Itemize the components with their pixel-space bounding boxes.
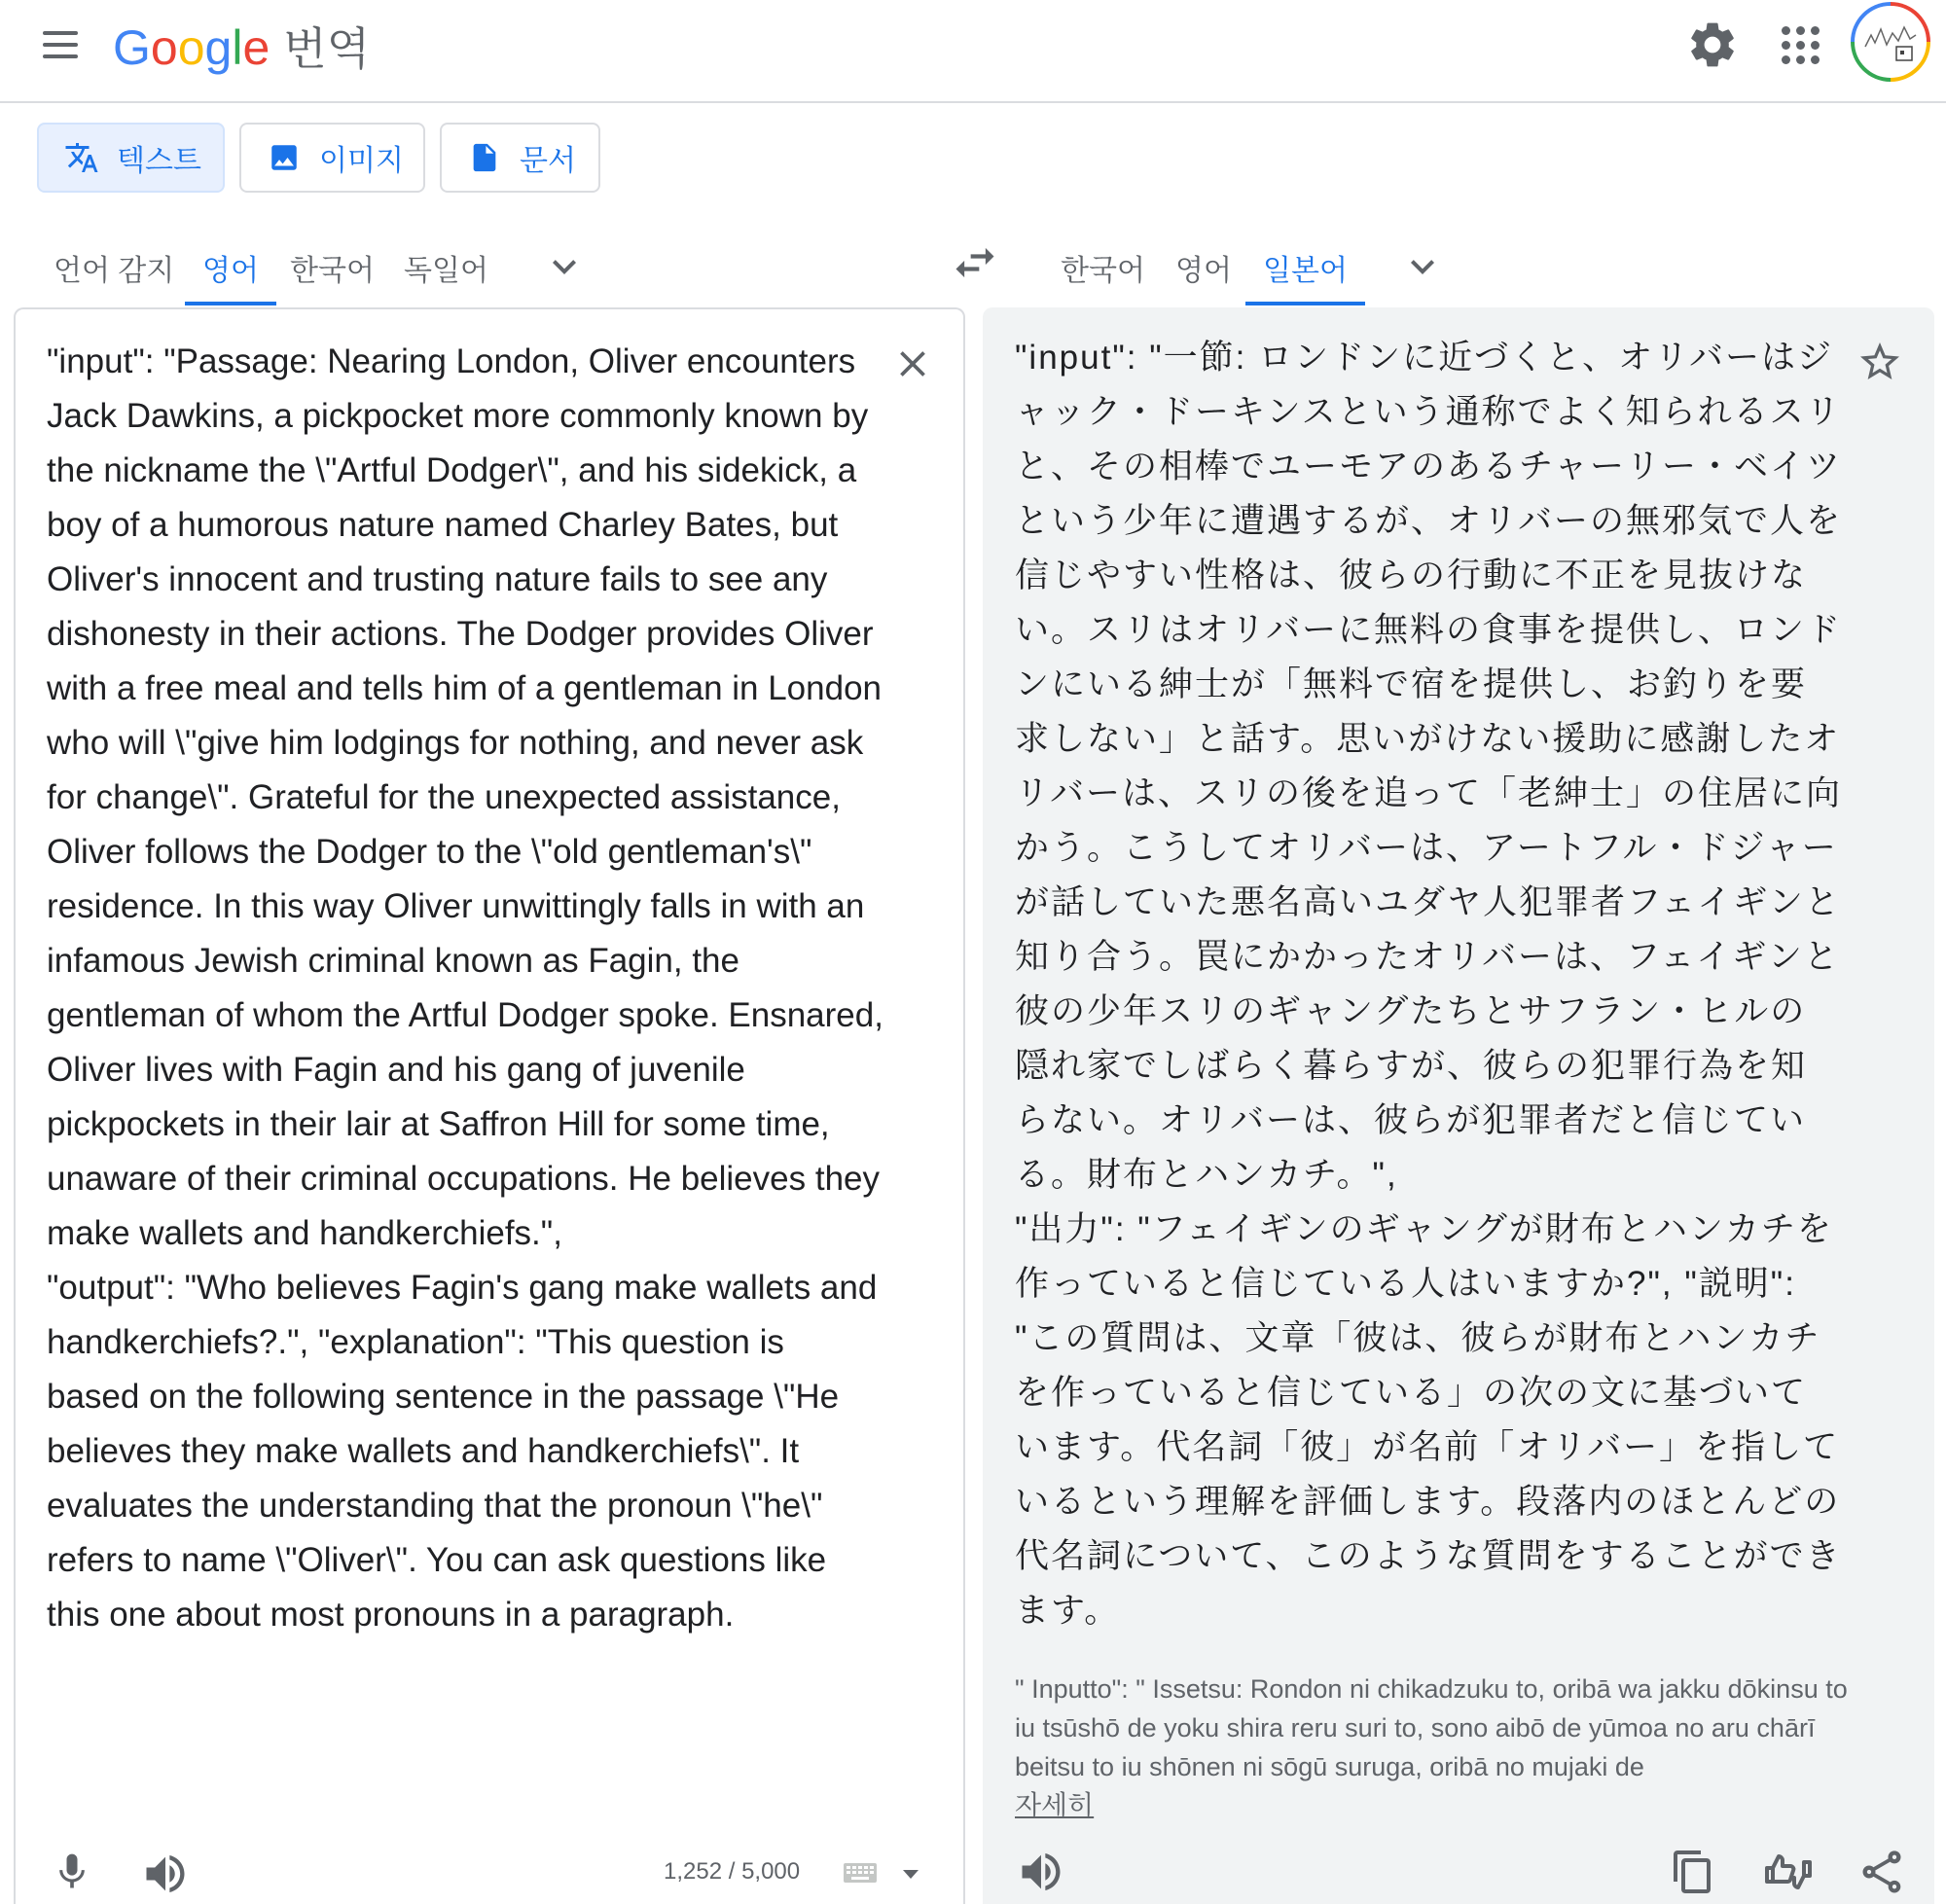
logo-letter: g [204, 20, 233, 75]
menu-bar [43, 43, 78, 47]
mode-tab-label: 이미지 [319, 145, 404, 177]
translate-icon [64, 140, 99, 175]
account-avatar[interactable] [1851, 2, 1930, 82]
show-more-link[interactable]: 자세히 [1015, 1790, 1095, 1820]
image-icon [267, 140, 302, 175]
source-lang-detect[interactable]: 언어 감지 [54, 255, 175, 287]
target-lang-japanese[interactable]: 일본어 [1263, 230, 1348, 305]
source-lang-more-chevron-down-icon[interactable] [541, 243, 588, 290]
avatar-image [1855, 6, 1927, 78]
document-icon [467, 140, 502, 175]
product-name: 번역 [283, 23, 371, 74]
logo-letter: G [113, 20, 151, 75]
logo-letter: o [177, 20, 205, 75]
logo-letter: l [232, 20, 243, 75]
mode-tab-document[interactable] [440, 123, 600, 193]
target-lang-english[interactable]: 영어 [1175, 255, 1232, 287]
clear-source-close-icon[interactable] [891, 342, 934, 385]
translation-panel [983, 307, 1934, 1904]
translation-listen-speaker-icon[interactable] [1016, 1847, 1066, 1897]
menu-bar [43, 31, 78, 35]
target-lang-more-chevron-down-icon[interactable] [1399, 243, 1446, 290]
target-lang-korean[interactable]: 한국어 [1061, 255, 1145, 287]
mode-tab-label: 텍스트 [117, 145, 201, 177]
share-translation-icon[interactable] [1856, 1847, 1907, 1897]
source-lang-korean[interactable]: 한국어 [290, 255, 375, 287]
mode-tab-label: 문서 [520, 145, 576, 177]
swap-languages-icon[interactable] [950, 237, 1000, 288]
translation-output-text: "input": "一節: ロンドンに近づくと、オリバーはジャック・ドーキンスという通称でよく知られるスリと、その相棒でユーモアのあるチャーリー・ベイツという少年に遭遇するが、オリバーの無邪気で人を信じやすい性格は、彼らの行動に不正を見抜けない。スリはオリバーに無料の食事を提供し、ロンドンにいる紳士が「無料で宿を提供し、お釣りを要求しない」と話す。思いがけない援助に感謝したオリバーは、スリの後を追って「老紳士」の住居に向かう。こうしてオリバーは、アートフル・ドジャーが話していた悪名高いユダヤ人犯罪者フェイギンと知り合う。罠にかかったオリバーは、フェイギンと彼の少年スリのギャングたちとサフラン・ヒルの隠れ家でしばらく暮らすが、彼らの犯罪行為を知らない。オリバーは、彼らが犯罪者だと信じている。財布とハンカチ。", "出力": "フェイギンのギャングが財布とハンカチを作っていると信じている人はいますか?", "説明": "この質問は、文章「彼は、彼らが財布とハンカチを作っていると信じている」の次の文に基づいています。代名詞「彼」が名前「オリバー」を指しているという理解を評価します。段落内のほとんどの代名詞について、このような質問をすることができます。 [1015, 339, 1842, 1630]
character-count: 1,252 / 5,000 [664, 1858, 801, 1885]
save-translation-star-icon[interactable] [1856, 339, 1903, 385]
google-translate-logo[interactable] [113, 14, 371, 75]
source-lang-english[interactable]: 영어 [202, 230, 259, 305]
settings-gear-icon[interactable] [1685, 18, 1740, 72]
main-menu-icon[interactable] [37, 21, 84, 68]
mode-tab-text[interactable] [37, 123, 225, 193]
transliteration-text: " Inputto": " Issetsu: Rondon ni chikadzuku to, oribā wa jakku dōkinsu to iu tsūshō de yoku shira reru suri to, sono aibō de yūmoa no aru chārī beitsu to iu shōnen ni sōgū suruga, oribā no mujaki de [1015, 1674, 1848, 1781]
logo-letter: e [242, 20, 270, 75]
source-lang-german[interactable]: 독일어 [404, 255, 488, 287]
menu-bar [43, 54, 78, 58]
app-header [0, 0, 1946, 103]
mode-tab-image[interactable] [239, 123, 425, 193]
copy-translation-icon[interactable] [1670, 1847, 1716, 1897]
google-apps-icon[interactable] [1773, 18, 1827, 72]
source-listen-speaker-icon[interactable] [140, 1849, 191, 1899]
source-text-panel [14, 307, 965, 1904]
keyboard-icon[interactable] [843, 1862, 878, 1884]
rate-translation-thumbs-icon[interactable] [1761, 1845, 1816, 1899]
logo-letter: o [150, 20, 178, 75]
input-tools-chevron-down-icon[interactable] [903, 1870, 919, 1879]
source-text-input[interactable]: "input": "Passage: Nearing London, Oliver encounters Jack Dawkins, a pickpocket more commonly known by the nickname the \"Artful Dodger\", and his sidekick, a boy of a humorous nature named Charley Bates, but Oliver's innocent and trusting nature fails to see any dishonesty in their actions. The Dodger provides Oliver with a free meal and tells him of a gentleman in London who will \"give him lodgings for nothing, and never ask for change\". Grateful for the unexpected assistance, Oliver follows the Dodger to the \"old gentleman's\" residence. In this way Oliver unwittingly falls in with an infamous Jewish criminal known as Fagin, the gentleman of whom the Artful Dodger spoke. Ensnared, Oliver lives with Fagin and his gang of juvenile pickpockets in their lair at Saffron Hill for some time, unaware of their criminal occupations. He believes they make wallets and handkerchiefs.", "output": "Who believes Fagin's gang make wallets and handkerchiefs?.", "explanation": "This question is based on the following sentence in the passage \"He believes they make wallets and handkerchiefs\". It evaluates the understanding that the pronoun \"he\" refers to name \"Oliver\". You can ask questions like this one about most pronouns in a paragraph. [47, 342, 883, 1634]
microphone-icon[interactable] [51, 1847, 93, 1897]
